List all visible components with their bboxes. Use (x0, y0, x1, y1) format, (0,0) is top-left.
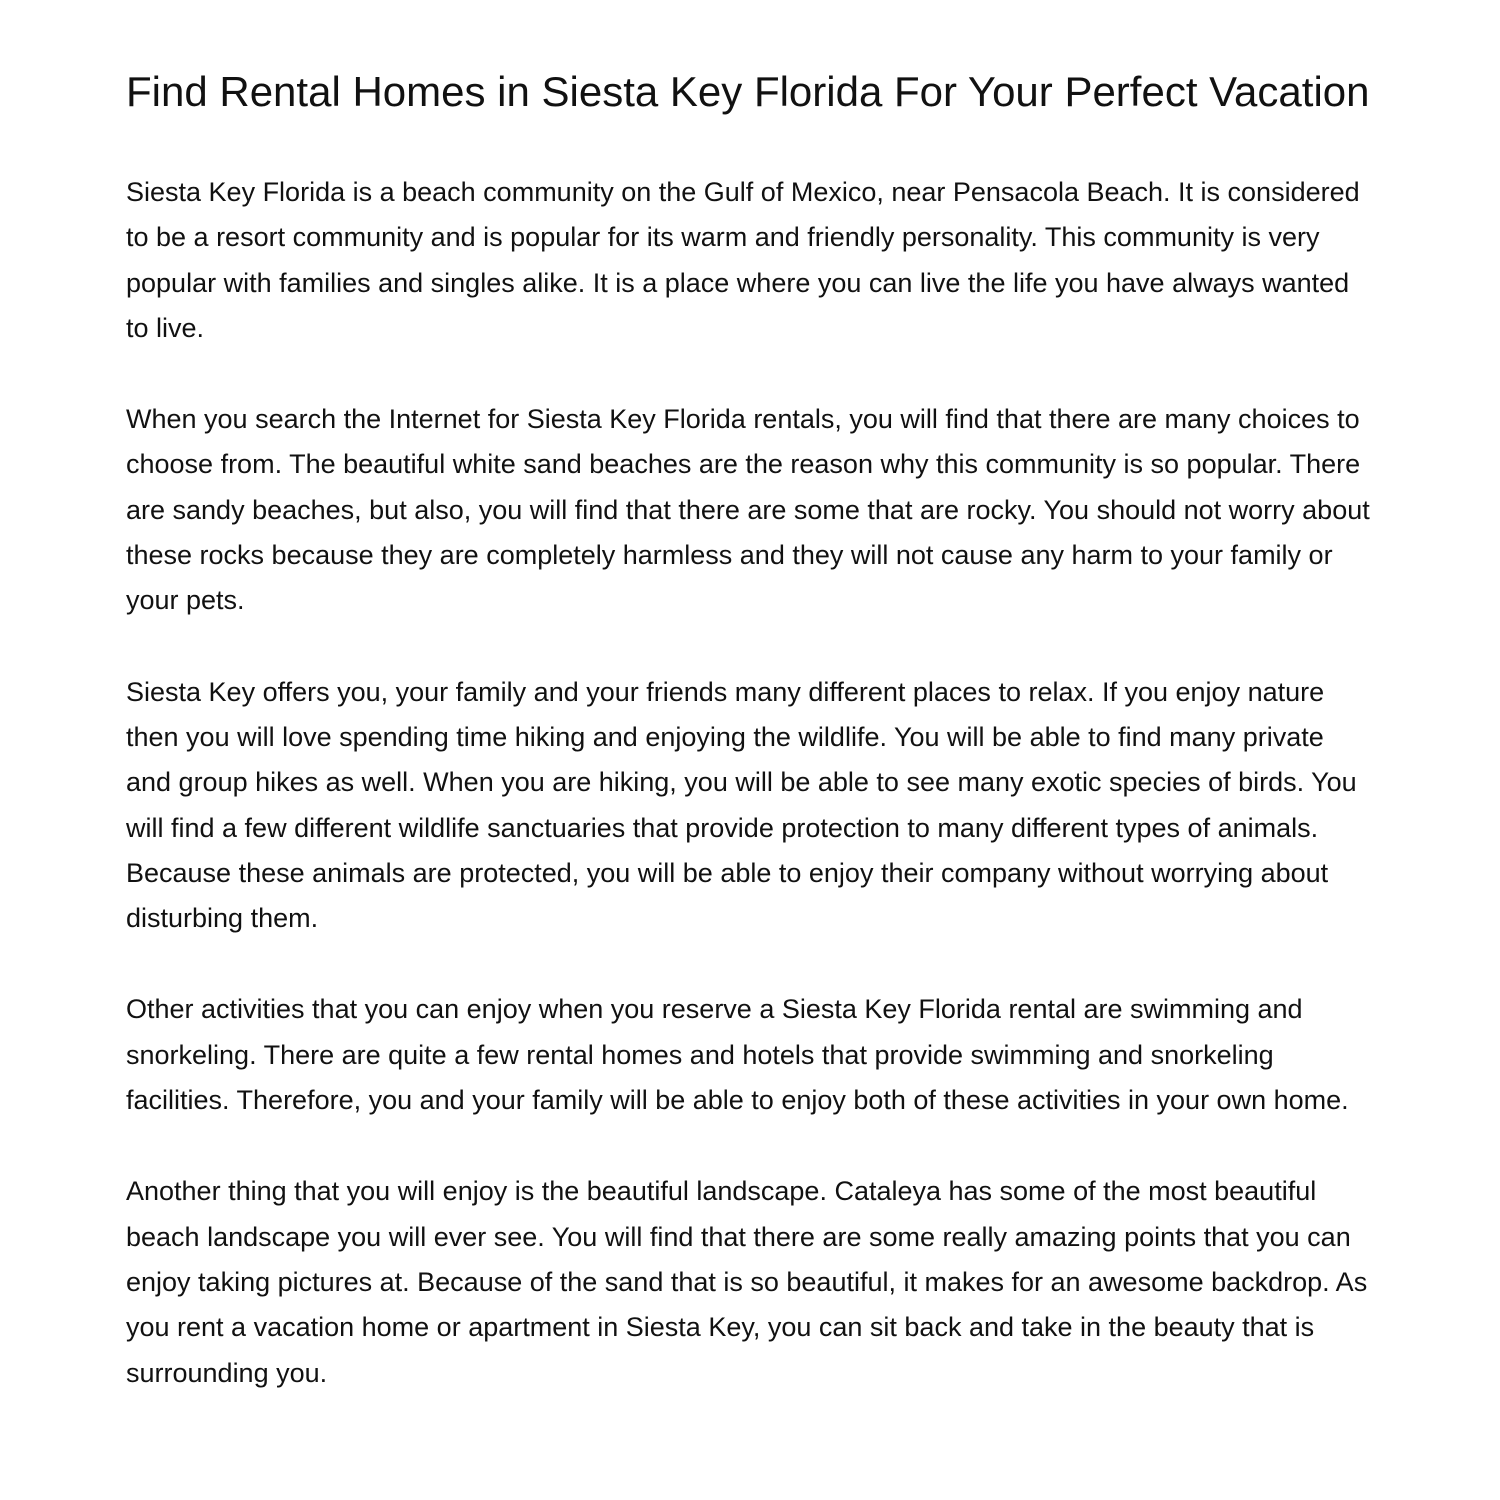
document-page (126, 70, 1376, 1442)
paragraph-4: Other activities that you can enjoy when you reserve a Siesta Key Florida rental are swimming and snorkeling. There are quite a few rental homes and hotels that provide swimming and snorkeling facilities. Therefore, you and your family will be able to enjoy both of these activities in your own home. (126, 994, 1349, 1116)
paragraph-5: Another thing that you will enjoy is the beautiful landscape. Cataleya has some of the most beautiful beach landscape you will ever see. You will find that there are some really amazing points that you can enjoy taking pictures at. Because of the sand that is so beautiful, it makes for an awesome backdrop. As you rent a vacation home or apartment in Siesta Key, you can sit back and take in the beauty that is surrounding you. (126, 1176, 1368, 1388)
paragraph-3: Siesta Key offers you, your family and your friends many different places to relax. If you enjoy nature then you will love spending time hiking and enjoying the wildlife. You will be able to find many private and group hikes as well. When you are hiking, you will be able to see many exotic species of birds. You will find a few different wildlife sanctuaries that provide protection to many different types of animals. Because these animals are protected, you will be able to enjoy their company without worrying about disturbing them. (126, 676, 1357, 934)
document-title: Find Rental Homes in Siesta Key Florida For Your Perfect Vacation (126, 68, 1370, 115)
document-body (126, 170, 1376, 1396)
paragraph-1: Siesta Key Florida is a beach community on the Gulf of Mexico, near Pensacola Beach. It is considered to be a resort community and is popular for its warm and friendly personality. This community is very popular with families and singles alike. It is a place where you can live the life you have always wanted to live. (126, 177, 1360, 343)
paragraph-2: When you search the Internet for Siesta Key Florida rentals, you will find that there are many choices to choose from. The beautiful white sand beaches are the reason why this community is so popular. There are sandy beaches, but also, you will find that there are some that are rocky. You should not worry about these rocks because they are completely harmless and they will not cause any harm to your family or your pets. (126, 404, 1370, 616)
